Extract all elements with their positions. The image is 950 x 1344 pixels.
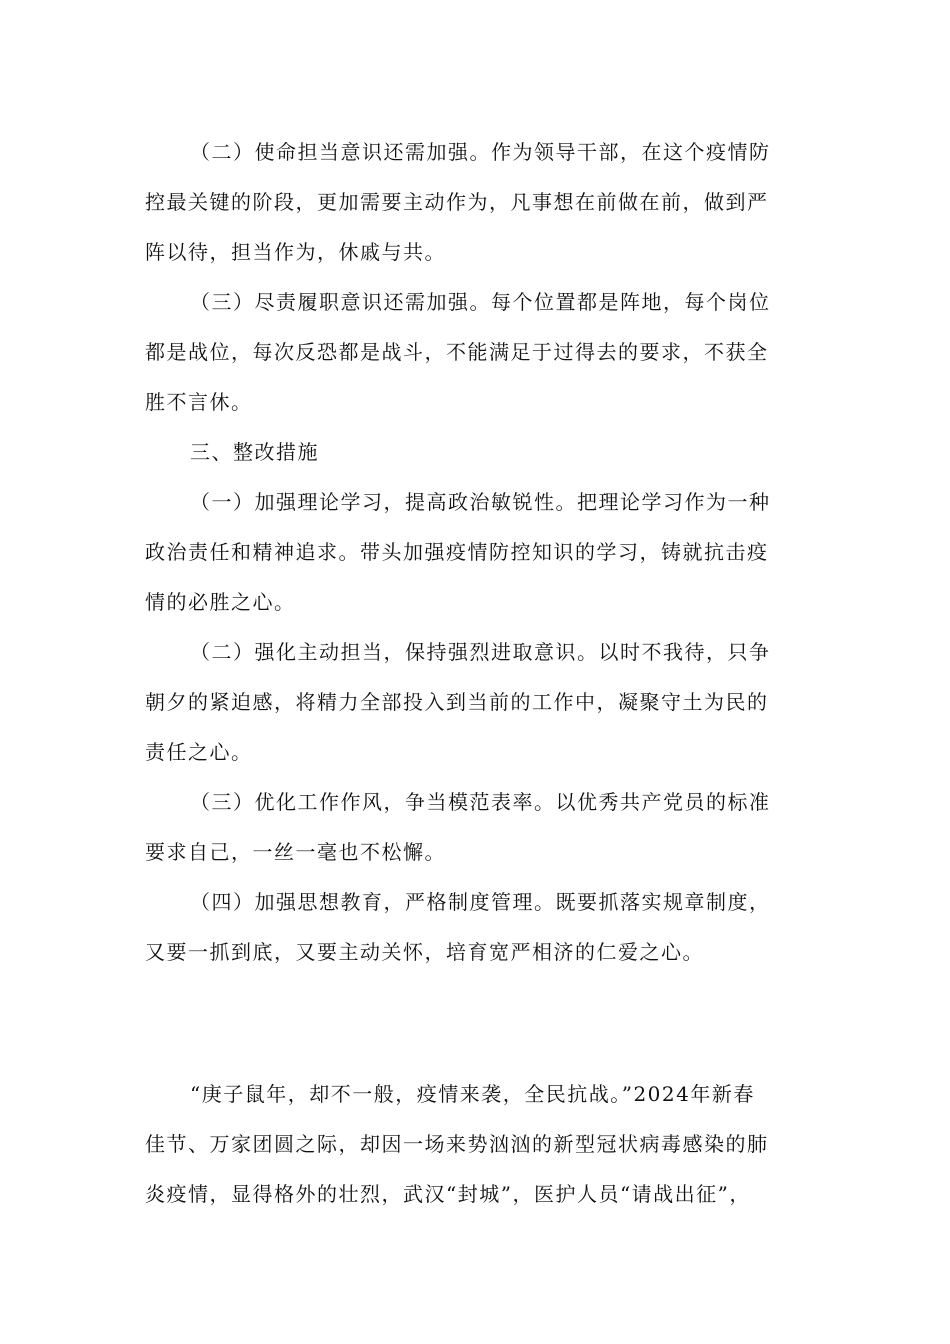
paragraph-line: 政治责任和精神追求。带头加强疫情防控知识的学习，铸就抗击疫 <box>145 540 769 564</box>
paragraph-line: （一）加强理论学习，提高政治敏锐性。把理论学习作为一种 <box>190 490 771 514</box>
paragraph-line: 又要一抓到底，又要主动关怀，培育宽严相济的仁爱之心。 <box>145 940 704 964</box>
paragraph-line: （三）尽责履职意识还需加强。每个位置都是阵地，每个岗位 <box>190 290 771 314</box>
self-review-section <box>145 127 815 977</box>
paragraph-line: 炎疫情，显得格外的壮烈，武汉“封城”，医护人员“请战出征”， <box>145 1182 751 1206</box>
paragraph-line: 胜不言休。 <box>145 390 253 414</box>
paragraph-line: （三）优化工作作风，争当模范表率。以优秀共产党员的标准 <box>190 790 771 814</box>
paragraph-line: 要求自己，一丝一毫也不松懈。 <box>145 840 446 864</box>
paragraph-line: （二）使命担当意识还需加强。作为领导干部，在这个疫情防 <box>190 140 771 164</box>
paragraph-line: 朝夕的紧迫感，将精力全部投入到当前的工作中，凝聚守土为民的 <box>145 690 769 714</box>
paragraph-line: “庚子鼠年，却不一般，疫情来袭，全民抗战。”2024年新春 <box>190 1082 755 1106</box>
paragraph-line: （四）加强思想教育，严格制度管理。既要抓落实规章制度， <box>190 890 771 914</box>
paragraph-line: （二）强化主动担当，保持强烈进取意识。以时不我待，只争 <box>190 640 771 664</box>
essay-opening-section <box>145 1069 815 1219</box>
section-heading: 三、整改措施 <box>190 440 319 464</box>
paragraph-line: 都是战位，每次反恐都是战斗，不能满足于过得去的要求，不获全 <box>145 340 769 364</box>
paragraph-line: 责任之心。 <box>145 740 253 764</box>
paragraph-line: 佳节、万家团圆之际，却因一场来势汹汹的新型冠状病毒感染的肺 <box>145 1132 769 1156</box>
paragraph-line: 阵以待，担当作为，休戚与共。 <box>145 240 446 264</box>
paragraph-line: 情的必胜之心。 <box>145 590 296 614</box>
paragraph-line: 控最关键的阶段，更加需要主动作为，凡事想在前做在前，做到严 <box>145 190 769 214</box>
